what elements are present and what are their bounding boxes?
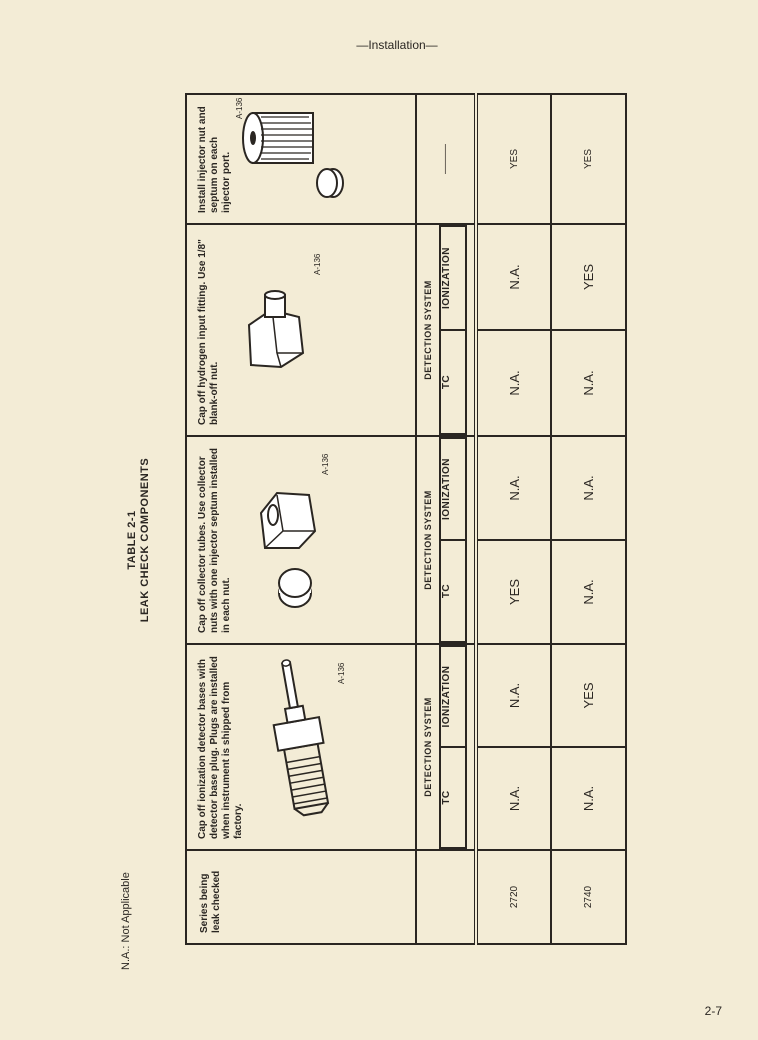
series-header-cell [186, 850, 416, 944]
value-cell: N.A. [581, 370, 596, 396]
blank-off-nut-icon [221, 225, 341, 435]
value-cell: N.A. [581, 579, 596, 605]
detection-system-3 [416, 224, 476, 436]
column-2-desc: Cap off collector tubes. Use collector nuts with one injector septum installed in each nut. [197, 447, 232, 633]
column-3-header [186, 224, 416, 436]
detection-row [416, 94, 476, 944]
detection-label: DETECTION SYSTEM [423, 697, 433, 797]
value-cell: N.A. [478, 437, 550, 541]
value-cell: YES [552, 645, 625, 748]
value-cell: YES [506, 579, 522, 606]
tc-label: TC [440, 747, 466, 848]
ionization-label: IONIZATION [440, 226, 466, 330]
column-2-header [186, 436, 416, 644]
column-4-header [186, 94, 416, 224]
ionization-label: IONIZATION [440, 438, 466, 540]
table-number: TABLE 2-1 [126, 510, 138, 570]
column-3-desc: Cap off hydrogen input fitting. Use 1/8" blank-off nut. [197, 239, 220, 425]
tc-label: TC [440, 330, 466, 434]
detector-plug-icon [245, 645, 365, 849]
value-cell: N.A. [478, 645, 550, 748]
empty-cell [416, 850, 476, 944]
dash-cell: ——— [416, 94, 476, 224]
catalog-code: A-136 [321, 453, 330, 475]
detection-system-1 [416, 644, 476, 850]
tc-label: TC [440, 540, 466, 642]
value-cell: YES [552, 225, 625, 331]
value-cell: N.A. [581, 785, 596, 812]
column-1-desc: Cap off ionization detector bases with detector base plug. Plugs are installed when instrument is shipped from factory. [197, 656, 244, 839]
value-cell: N.A. [506, 785, 522, 812]
value-cell: N.A. [552, 437, 625, 541]
injector-nut-icon [233, 95, 383, 223]
rotated-table-area [120, 97, 730, 970]
detection-system-2 [416, 436, 476, 644]
table-row [551, 94, 626, 944]
series-value: 2720 [476, 850, 551, 944]
catalog-code: A-136 [337, 662, 346, 684]
series-value: 2740 [551, 850, 626, 944]
page-number: 2-7 [704, 1004, 722, 1018]
column-1-header [186, 644, 416, 850]
ionization-label: IONIZATION [440, 646, 466, 747]
value-cell: YES [551, 94, 626, 224]
table-row [476, 94, 551, 944]
table-caption [126, 110, 152, 970]
value-cell: YES [476, 94, 551, 224]
table-title: LEAK CHECK COMPONENTS [139, 457, 151, 623]
collector-nut-icon [233, 437, 353, 643]
footnote: N.A.: Not Applicable [120, 872, 132, 970]
header-row [186, 94, 416, 944]
leak-check-table [185, 93, 627, 945]
page-header: —Installation— [356, 38, 438, 52]
series-header: Series being leak checked [199, 870, 222, 933]
catalog-code: A-136 [235, 97, 244, 119]
catalog-code: A-136 [313, 253, 322, 275]
value-cell: N.A. [506, 370, 522, 396]
detection-label: DETECTION SYSTEM [423, 280, 433, 380]
column-4-desc: Install injector nut and septum on each injector port. [197, 106, 232, 213]
detection-label: DETECTION SYSTEM [423, 490, 433, 590]
value-cell: N.A. [478, 225, 550, 331]
